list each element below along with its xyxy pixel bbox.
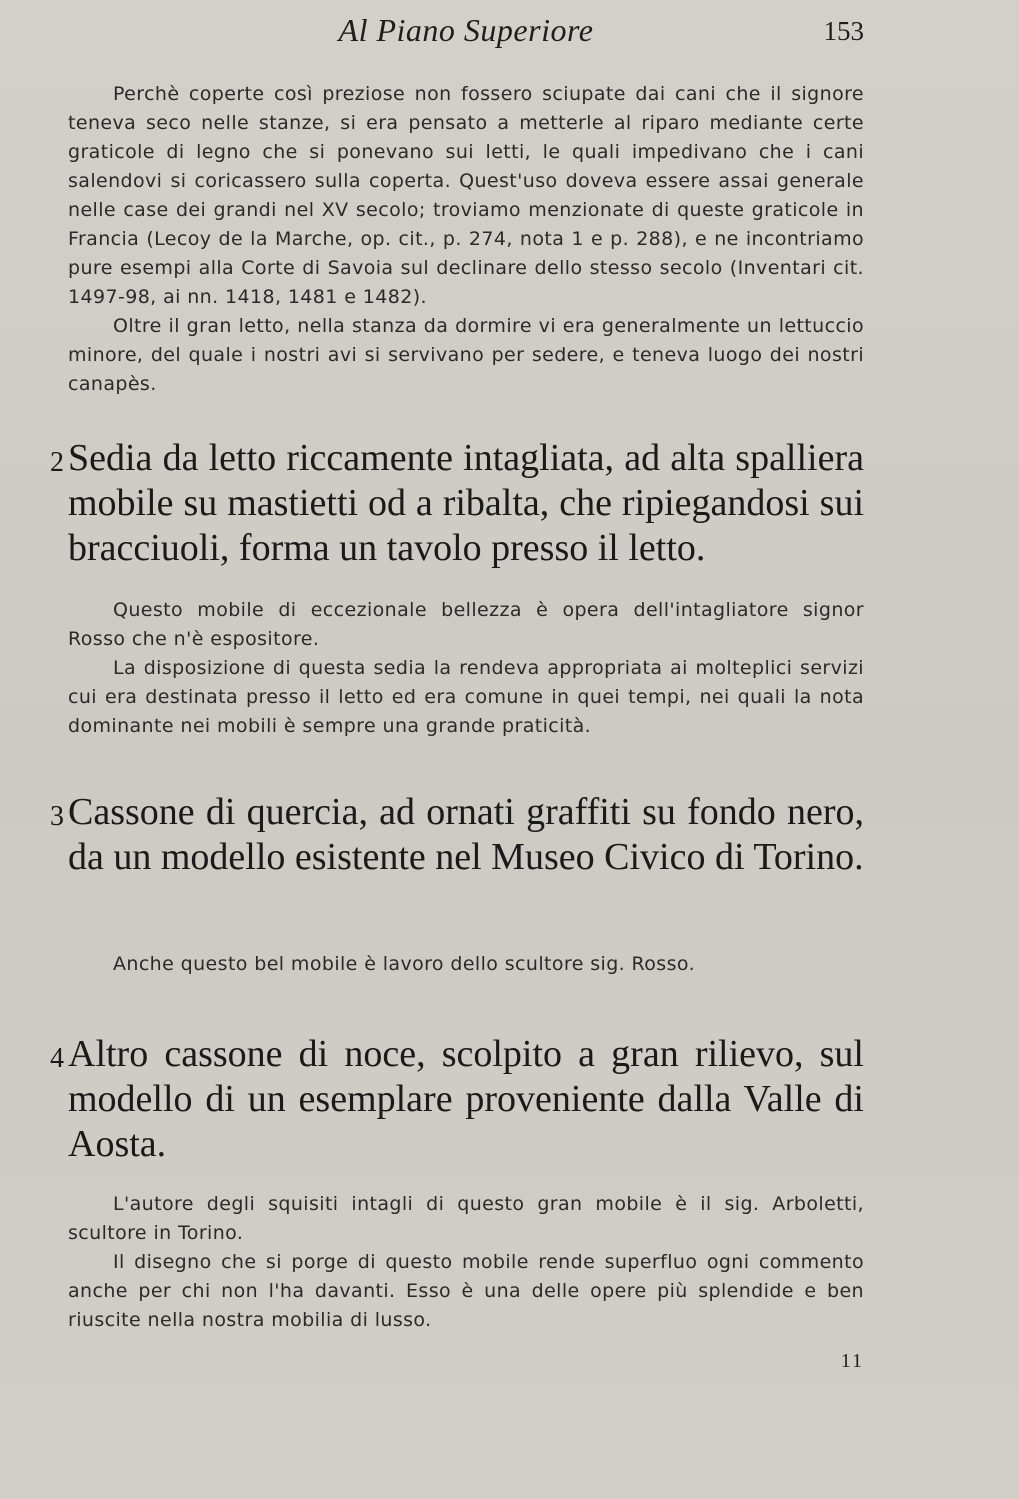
page-number: 153 [823, 16, 864, 46]
note-paragraph: L'autore degli squisiti intagli di questo gran mobile è il sig. Arboletti, scultore in Torino. [68, 1193, 864, 1244]
catalog-entry-3 [50, 790, 864, 880]
catalog-entry-2 [50, 436, 864, 571]
entry-description: Altro cassone di noce, scolpito a gran rilievo, sul modello di un esemplare proveniente dalla Valle di Aosta. [68, 1033, 864, 1165]
entry-number: 4 [50, 1043, 64, 1074]
entry-number: 2 [50, 447, 64, 478]
entry-3-notes [68, 950, 864, 979]
entry-4-notes [68, 1190, 864, 1335]
note-paragraph: Il disegno che si porge di questo mobile rende superfluo ogni commento anche per chi non l'ha davanti. Esso è una delle opere più splendide e ben riuscite nella nostra mobilia di lusso. [68, 1251, 864, 1331]
entry-description: Sedia da letto riccamente intagliata, ad alta spalliera mobile su mastietti od a ribalta, che ripiegandosi sui bracciuoli, forma un tavolo presso il letto. [68, 437, 864, 569]
note-paragraph: La disposizione di questa sedia la rendeva appropriata ai molteplici servizi cui era destinata presso il letto ed era comune in quei tempi, nei quali la nota dominante nei mobili è sempre una grande praticità. [68, 657, 864, 737]
page-header [68, 8, 864, 52]
entry-number: 3 [50, 801, 64, 832]
entry-2-notes [68, 596, 864, 741]
note-paragraph: Questo mobile di eccezionale bellezza è opera dell'intagliatore signor Rosso che n'è espositore. [68, 599, 864, 650]
note-paragraph: Anche questo bel mobile è lavoro dello scultore sig. Rosso. [113, 953, 696, 975]
intro-paragraph-1: Perchè coperte così preziose non fossero sciupate dai cani che il signore teneva seco nelle stanze, si era pensato a metterle al riparo mediante certe graticole di legno che si ponevano sui letti, le quali impedivano che i cani salendovi si coricassero sulla coperta. Quest'uso doveva essere assai generale nelle case dei grandi nel XV secolo; troviamo menzionate di queste graticole in Francia (Lecoy de la Marche, op. cit., p. 274, nota 1 e p. 288), e ne incontriamo pure esempi alla Corte di Savoia sul declinare dello stesso secolo (Inventari cit. 1497-98, ai nn. 1418, 1481 e 1482). [68, 83, 864, 308]
catalog-entry-4 [50, 1032, 864, 1167]
running-title: Al Piano Superiore [338, 12, 594, 48]
intro-paragraph-2: Oltre il gran letto, nella stanza da dormire vi era generalmente un lettuccio minore, del quale i nostri avi si servivano per sedere, e teneva luogo dei nostri canapès. [68, 315, 864, 395]
entry-description: Cassone di quercia, ad ornati graffiti su fondo nero, da un modello esistente nel Museo Civico di Torino. [68, 791, 864, 878]
intro-notes [68, 80, 864, 399]
signature-folio: 11 [840, 1350, 864, 1372]
